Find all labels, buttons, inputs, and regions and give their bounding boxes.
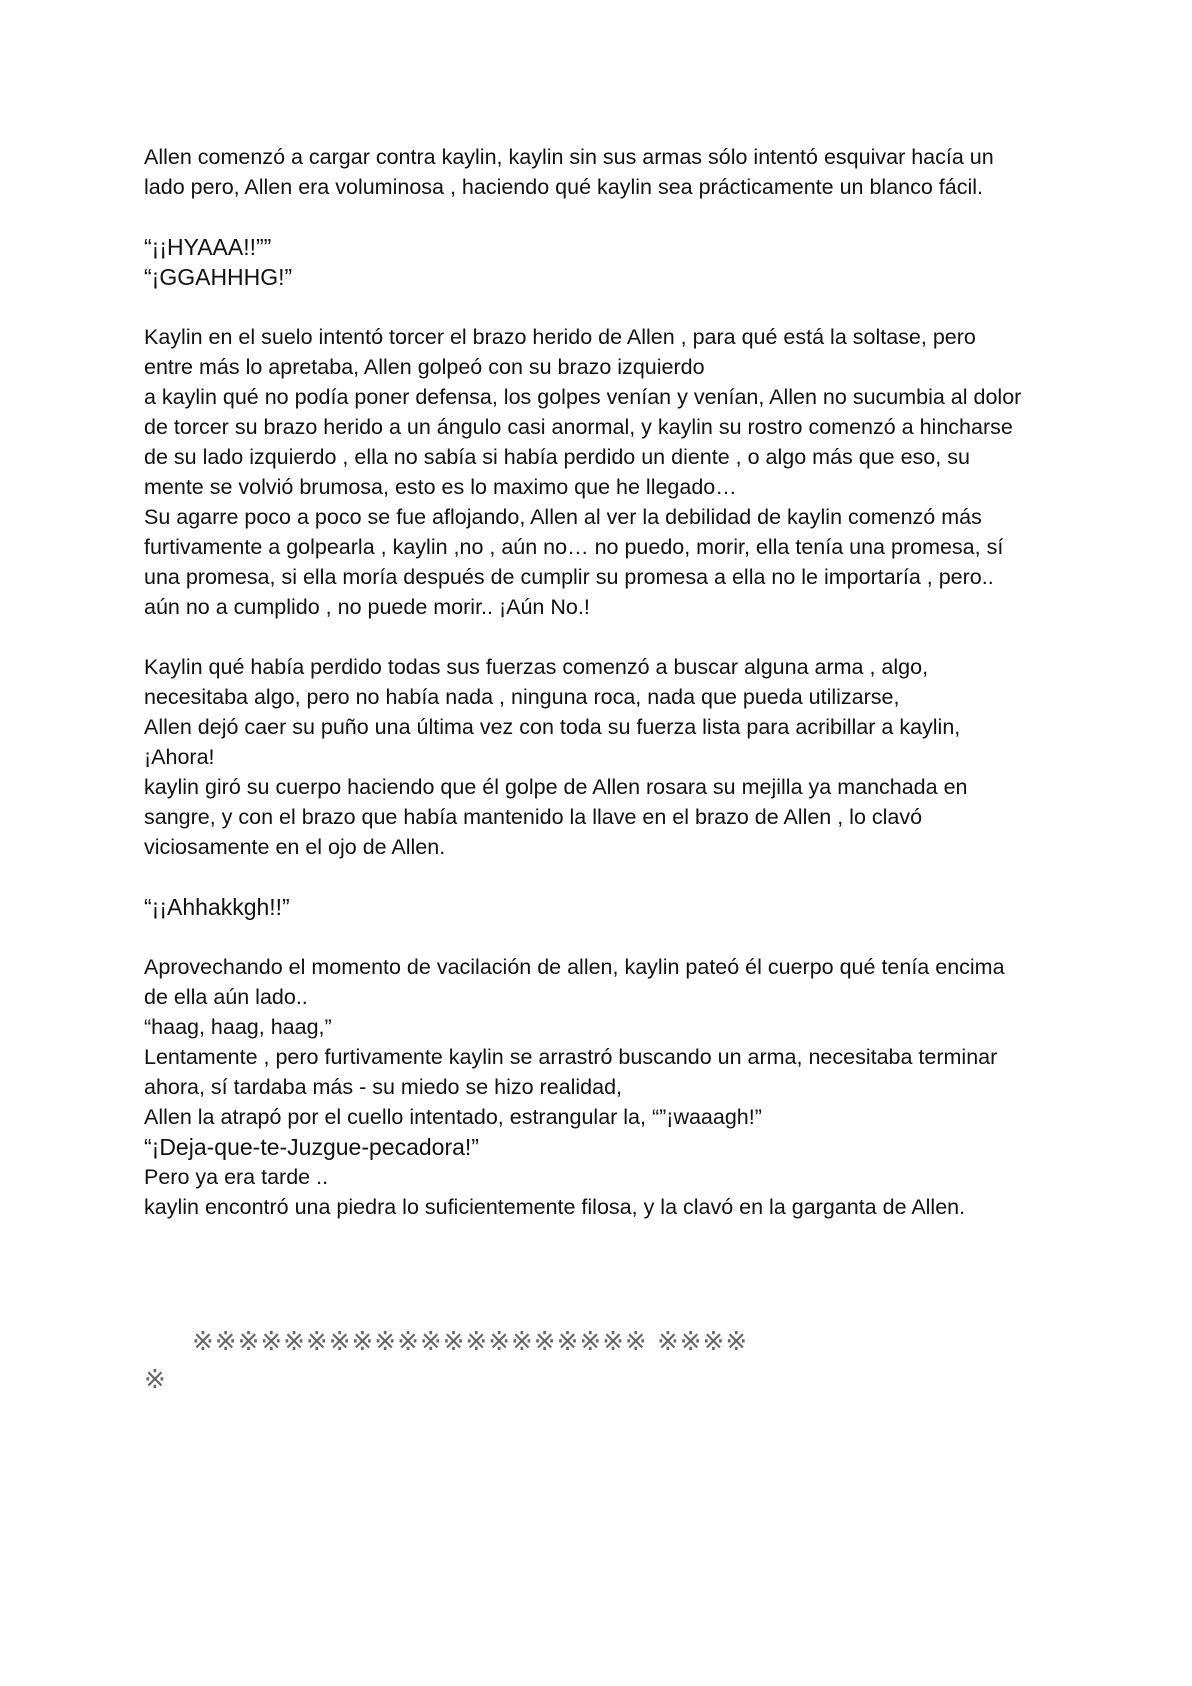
paragraph-line: sangre, y con el brazo que había mantenido la llave en el brazo de Allen , lo clavó [144, 805, 923, 829]
dialogue-line: “¡GGAHHHG!” [144, 264, 293, 290]
scene-separator [144, 1323, 1064, 1399]
paragraph-line: lado pero, Allen era voluminosa , haciendo qué kaylin sea prácticamente un blanco fácil. [144, 175, 984, 199]
dialogue-line: “haag, haag, haag,” [144, 1015, 332, 1039]
paragraph-line: mente se volvió brumosa, esto es lo maximo que he llegado… [144, 475, 737, 499]
paragraph-line: Allen la atrapó por el cuello intentado, estrangular la, “”¡waaagh!” [144, 1105, 762, 1129]
paragraph-line: entre más lo apretaba, Allen golpeó con su brazo izquierdo [144, 355, 705, 379]
paragraph-line: Pero ya era tarde .. [144, 1165, 329, 1189]
separator-row: ※※※※※※※※※※※※※※※※※※※※ ※※※※ [192, 1327, 749, 1357]
blank-line [144, 292, 1064, 322]
paragraph-line: de torcer su brazo herido a un ángulo casi anormal, y kaylin su rostro comenzó a hincharse [144, 415, 1013, 439]
dialogue-line: “¡¡HYAAA!!”” [144, 234, 272, 260]
paragraph-line: viciosamente en el ojo de Allen. [144, 835, 446, 859]
paragraph-line: a kaylin qué no podía poner defensa, los golpes venían y venían, Allen no sucumbia al dolor [144, 385, 1022, 409]
dialogue-line: “¡Deja-que-te-Juzgue-pecadora!” [144, 1134, 479, 1160]
paragraph-line: aún no a cumplido , no puede morir.. ¡Aún No.! [144, 595, 590, 619]
blank-line [144, 202, 1064, 232]
dialogue-line: “¡¡Ahhakkgh!!” [144, 894, 290, 920]
paragraph-line: necesitaba algo, pero no había nada , ninguna roca, nada que pueda utilizarse, [144, 685, 900, 709]
paragraph-line: Allen dejó caer su puño una última vez con toda su fuerza lista para acribillar a kaylin, [144, 715, 961, 739]
paragraph-line: Aprovechando el momento de vacilación de allen, kaylin pateó él cuerpo qué tenía encima [144, 955, 1005, 979]
paragraph-line: Kaylin en el suelo intentó torcer el brazo herido de Allen , para qué está la soltase, pero [144, 325, 976, 349]
paragraph-line: kaylin giró su cuerpo haciendo que él golpe de Allen rosara su mejilla ya manchada en [144, 775, 968, 799]
separator-row: ※ [144, 1365, 167, 1395]
paragraph-line: furtivamente a golpearla , kaylin ,no , aún no… no puedo, morir, ella tenía una promesa, sí [144, 535, 1004, 559]
blank-line [144, 862, 1064, 892]
paragraph-line: de su lado izquierdo , ella no sabía si había perdido un diente , o algo más que eso, su [144, 445, 970, 469]
paragraph-line: una promesa, si ella moría después de cumplir su promesa a ella no le importaría , pero.. [144, 565, 994, 589]
paragraph-line: ahora, sí tardaba más - su miedo se hizo realidad, [144, 1075, 623, 1099]
blank-line [144, 922, 1064, 952]
story-text [144, 142, 1064, 1222]
paragraph-line: Kaylin qué había perdido todas sus fuerzas comenzó a buscar alguna arma , algo, [144, 655, 929, 679]
paragraph-line: kaylin encontró una piedra lo suficientemente filosa, y la clavó en la garganta de Allen. [144, 1195, 966, 1219]
paragraph-line: Lentamente , pero furtivamente kaylin se arrastró buscando un arma, necesitaba terminar [144, 1045, 998, 1069]
paragraph-line: Su agarre poco a poco se fue aflojando, Allen al ver la debilidad de kaylin comenzó más [144, 505, 982, 529]
paragraph-line: de ella aún lado.. [144, 985, 308, 1009]
paragraph-line: ¡Ahora! [144, 745, 215, 769]
paragraph-line: Allen comenzó a cargar contra kaylin, kaylin sin sus armas sólo intentó esquivar hacía un [144, 145, 994, 169]
blank-line [144, 622, 1064, 652]
